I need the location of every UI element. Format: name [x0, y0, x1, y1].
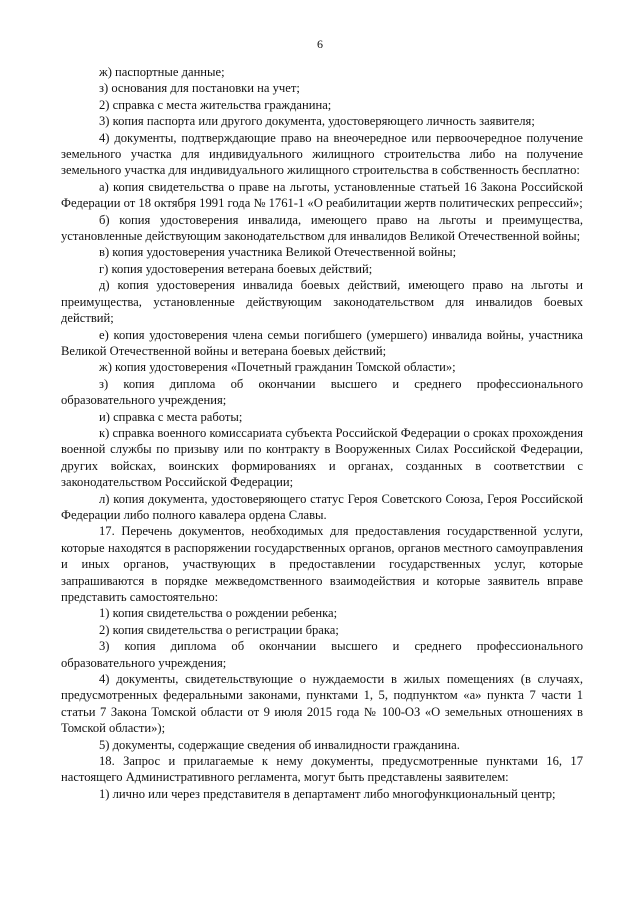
page-number: 6	[317, 37, 323, 51]
paragraph: 18. Запрос и прилагаемые к нему документы, предусмотренные пунктами 16, 17 настоящего Административного регламента, могут быть представлены заявителем:	[61, 754, 583, 785]
paragraph: з) основания для постановки на учет;	[99, 81, 300, 96]
paragraph: 3) копия паспорта или другого документа, удостоверяющего личность заявителя;	[99, 114, 535, 129]
paragraph: 2) копия свидетельства о регистрации брака;	[99, 622, 339, 637]
paragraph: ж) паспортные данные;	[99, 65, 225, 79]
paragraph: 17. Перечень документов, необходимых для предоставления государственной услуги, которые находятся в распоряжении государственных органов, органов местного самоуправления и иных органов, участвующих в предоставлении государственных услуг, которые запрашиваются в порядке межведомственного взаимодействия и которые заявитель вправе представить самостоятельно:	[61, 524, 583, 604]
paragraph: 3) копия диплома об окончании высшего и среднего профессионального образовательного учреждения;	[61, 639, 583, 670]
paragraph: ж) копия удостоверения «Почетный гражданин Томской области»;	[99, 360, 456, 375]
paragraph: 5) документы, содержащие сведения об инвалидности гражданина.	[99, 737, 460, 752]
paragraph: и) справка с места работы;	[99, 409, 243, 424]
paragraph: д) копия удостоверения инвалида боевых действий, имеющего право на льготы и преимущества, установленные действующим законодательством для инвалидов боевых действий;	[61, 278, 583, 326]
paragraph: а) копия свидетельства о праве на льготы, установленные статьей 16 Закона Российской Федерации от 18 октября 1991 года № 1761-1 «О реабилитации жертв политических репрессий»;	[61, 179, 583, 211]
paragraph: г) копия удостоверения ветерана боевых действий;	[99, 261, 373, 276]
paragraph: л) копия документа, удостоверяющего статус Героя Советского Союза, Героя Российской Федерации либо полного кавалера ордена Славы.	[61, 491, 583, 522]
paragraph: к) справка военного комиссариата субъекта Российской Федерации о сроках прохождения военной службы по призыву или по контракту в Вооруженных Силах Российской Федерации, других войсках, воинских формированиях и органах, созданных в соответствии с законодательством Российской Федерации;	[61, 425, 583, 490]
paragraph: з) копия диплома об окончании высшего и среднего профессионального образовательного учреждения;	[61, 376, 583, 408]
paragraph: е) копия удостоверения члена семьи погибшего (умершего) инвалида войны, участника Великой Отечественной войны и ветерана боевых действий;	[61, 327, 583, 358]
paragraph: 4) документы, подтверждающие право на внеочередное или первоочередное получение земельного участка для индивидуального жилищного строительства либо на получение земельного участка для индивидуального жилищного строительства в собственность бесплатно:	[61, 130, 583, 178]
paragraph: 2) справка с места жительства гражданина;	[99, 97, 332, 112]
paragraph: в) копия удостоверения участника Великой Отечественной войны;	[99, 245, 457, 260]
paragraph: 1) копия свидетельства о рождении ребенка;	[99, 606, 338, 621]
paragraph: 1) лично или через представителя в департамент либо многофункциональный центр;	[99, 786, 556, 801]
paragraph: 4) документы, свидетельствующие о нуждаемости в жилых помещениях (в случаях, предусмотренных федеральными законами, пунктами 1, 5, подпунктом «а» пункта 7 части 1 статьи 7 Закона Томской области от 9 июля 2015 года № 100-ОЗ «О земельных отношениях в Томской области»);	[61, 672, 583, 736]
document-body	[61, 64, 583, 802]
paragraph: б) копия удостоверения инвалида, имеющего право на льготы и преимущества, установленные действующим законодательством для инвалидов Великой Отечественной войны;	[61, 212, 583, 244]
